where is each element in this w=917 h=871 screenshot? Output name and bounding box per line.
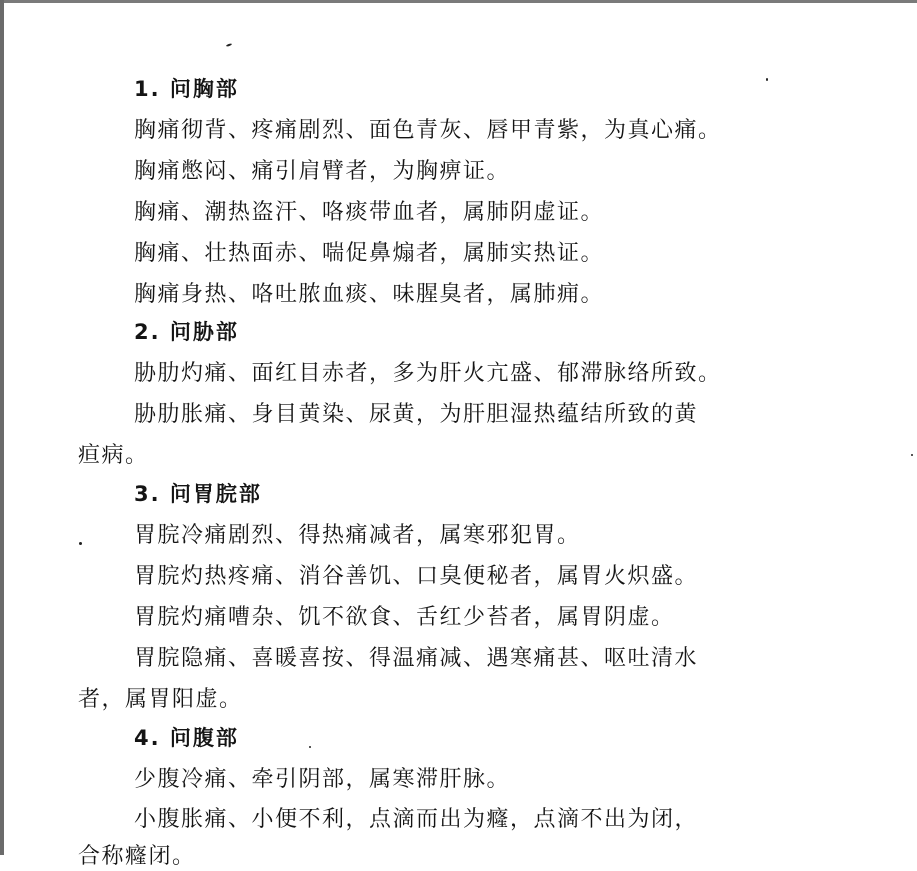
paragraph-line: 胸痛身热、咯吐脓血痰、味腥臭者，属肺痈。 <box>134 282 605 307</box>
paragraph-line: 胃脘隐痛、喜暖喜按、得温痛减、遇寒痛甚、呕吐清水 <box>134 646 699 671</box>
paragraph-line: 胁肋胀痛、身目黄染、尿黄，为肝胆湿热蕴结所致的黄 <box>134 402 699 427</box>
section-heading-abdomen: 4. 问腹部 <box>134 726 239 750</box>
scan-speck <box>79 542 82 545</box>
paragraph-continuation: 者，属胃阳虚。 <box>78 687 243 712</box>
paragraph-line: 胃脘灼痛嘈杂、饥不欲食、舌红少苔者，属胃阴虚。 <box>134 605 675 630</box>
paragraph-continuation-cutoff: 合称癃闭。 <box>78 844 196 869</box>
paragraph-line: 胸痛彻背、疼痛剧烈、面色青灰、唇甲青紫，为真心痛。 <box>134 118 722 143</box>
paragraph-line: 小腹胀痛、小便不利，点滴而出为癃，点滴不出为闭， <box>134 807 699 832</box>
paragraph-line: 胃脘灼热疼痛、消谷善饥、口臭便秘者，属胃火炽盛。 <box>134 564 699 589</box>
paragraph-line: 胃脘冷痛剧烈、得热痛减者，属寒邪犯胃。 <box>134 523 581 548</box>
paragraph-continuation: 疸病。 <box>78 443 149 468</box>
scan-speck <box>911 454 913 456</box>
paragraph-line: 胸痛、壮热面赤、喘促鼻煽者，属肺实热证。 <box>134 241 605 266</box>
section-heading-stomach: 3. 问胃脘部 <box>134 482 262 506</box>
paragraph-line: 少腹冷痛、牵引阴部，属寒滞肝脉。 <box>134 767 511 792</box>
paragraph-line: 胸痛、潮热盗汗、咯痰带血者，属肺阴虚证。 <box>134 200 605 225</box>
section-heading-flank: 2. 问胁部 <box>134 320 239 344</box>
scan-speck <box>766 78 768 81</box>
paragraph-line: 胁肋灼痛、面红目赤者，多为肝火亢盛、郁滞脉络所致。 <box>134 361 722 386</box>
scan-speck <box>226 43 232 47</box>
section-heading-chest: 1. 问胸部 <box>134 77 239 101</box>
paragraph-line: 胸痛憋闷、痛引肩臂者，为胸痹证。 <box>134 159 511 184</box>
scanned-page <box>4 3 917 869</box>
scan-speck <box>309 746 311 748</box>
